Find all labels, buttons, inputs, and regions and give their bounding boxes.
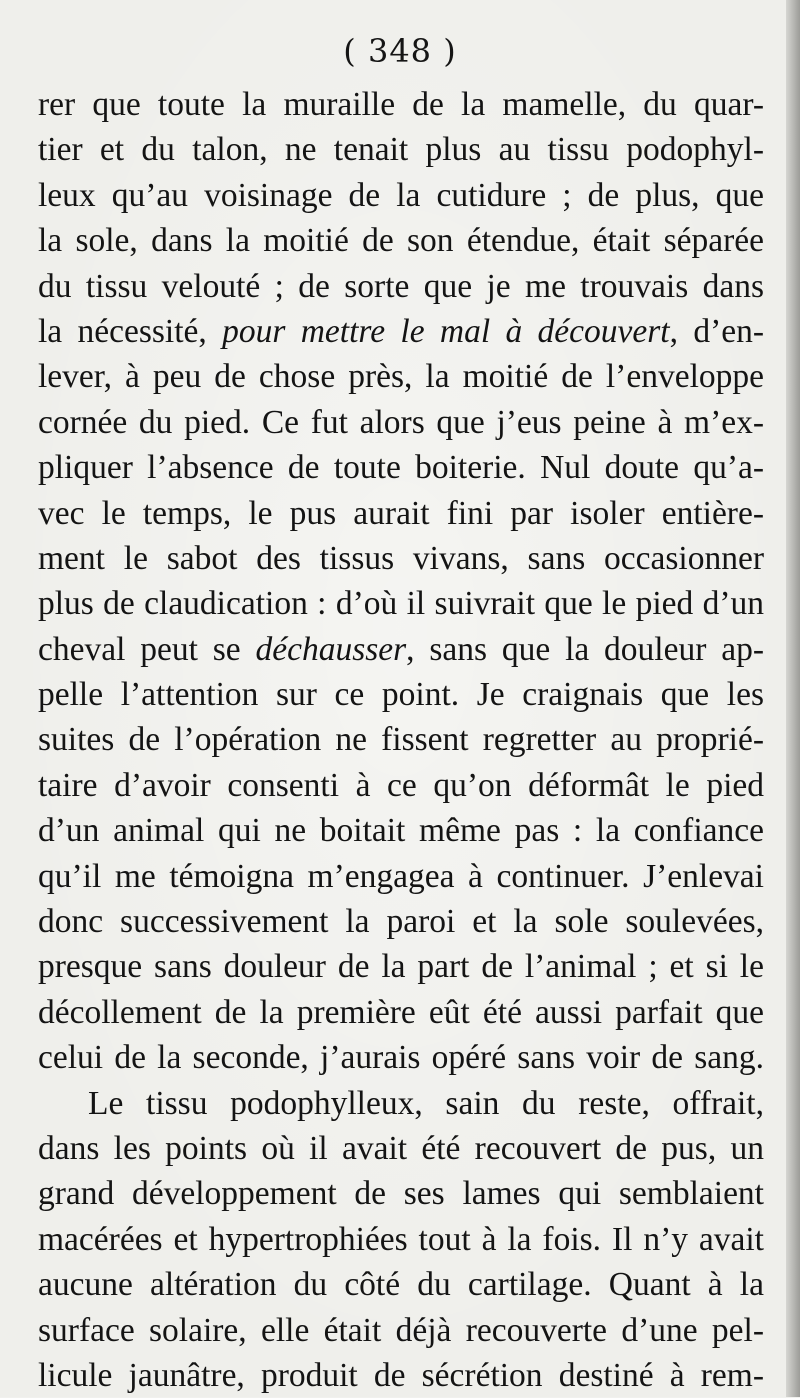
text-line-19: donc successivement la paroi et la sole soulevées, bbox=[38, 903, 764, 941]
text-line-13-end: , sans que la douleur ap- bbox=[406, 630, 764, 668]
text-line-11: ment le sabot des tissus vivans, sans occasionner bbox=[38, 539, 764, 577]
text-line-27: aucune altération du côté du cartilage. Quant à la bbox=[38, 1266, 764, 1304]
text-line-6-start: la nécessité, bbox=[38, 312, 223, 350]
text-line-4: la sole, dans la moitié de son étendue, était séparée bbox=[38, 222, 764, 260]
text-line-28: surface solaire, elle était déjà recouverte d’une pel- bbox=[38, 1311, 764, 1349]
body-text bbox=[38, 82, 764, 1398]
text-line-17: d’un animal qui ne boitait même pas : la confiance bbox=[38, 812, 764, 850]
text-line-29: licule jaunâtre, produit de sécrétion destiné à rem- bbox=[38, 1356, 764, 1394]
text-line-2: tier et du talon, ne tenait plus au tissu podophyl- bbox=[38, 131, 764, 169]
text-line-14: pelle l’attention sur ce point. Je craignais que les bbox=[38, 676, 764, 714]
text-line-9: pliquer l’absence de toute boiterie. Nul doute qu’a- bbox=[38, 449, 764, 487]
italic-phrase-mettre-a-decouvert: pour mettre le mal à découvert bbox=[222, 312, 670, 350]
text-line-3: leux qu’au voisinage de la cutidure ; de plus, que bbox=[38, 176, 764, 214]
page-number: ( 348 ) bbox=[343, 32, 457, 70]
text-line-24: dans les points où il avait été recouvert de pus, un bbox=[38, 1129, 764, 1167]
text-line-15: suites de l’opération ne fissent regretter au proprié- bbox=[38, 721, 764, 759]
text-line-8: cornée du pied. Ce fut alors que j’eus peine à m’ex- bbox=[38, 403, 764, 441]
text-line-5: du tissu velouté ; de sorte que je me trouvais dans bbox=[38, 267, 764, 305]
text-line-13 bbox=[38, 627, 764, 672]
page-edge-shadow bbox=[786, 0, 800, 1397]
text-line-13-start: cheval peut se bbox=[38, 630, 256, 668]
text-line-7: lever, à peu de chose près, la moitié de l’enveloppe bbox=[38, 358, 764, 396]
text-line-6 bbox=[38, 309, 764, 354]
text-line-10: vec le temps, le pus aurait fini par isoler entière- bbox=[38, 494, 764, 532]
text-line-16: taire d’avoir consenti à ce qu’on déformât le pied bbox=[38, 766, 764, 804]
text-line-20: presque sans douleur de la part de l’animal ; et si le bbox=[38, 948, 764, 986]
text-line-22: celui de la seconde, j’aurais opéré sans voir de sang. bbox=[38, 1039, 764, 1077]
text-line-18: qu’il me témoigna m’engagea à continuer. J’enlevai bbox=[38, 857, 764, 895]
text-line-6-end: , d’en- bbox=[669, 312, 764, 350]
paragraph-2-first-line: Le tissu podophylleux, sain du reste, offrait, bbox=[88, 1084, 764, 1122]
text-line-1: rer que toute la muraille de la mamelle, du quar- bbox=[38, 86, 764, 123]
text-line-26: macérées et hypertrophiées tout à la fois. Il n’y avait bbox=[38, 1220, 764, 1258]
italic-word-dechausser: déchausser bbox=[255, 630, 407, 668]
text-line-21: décollement de la première eût été aussi parfait que bbox=[38, 993, 764, 1031]
text-line-25: grand développement de ses lames qui semblaient bbox=[38, 1175, 764, 1213]
text-line-12: plus de claudication : d’où il suivrait que le pied d’un bbox=[38, 585, 764, 623]
